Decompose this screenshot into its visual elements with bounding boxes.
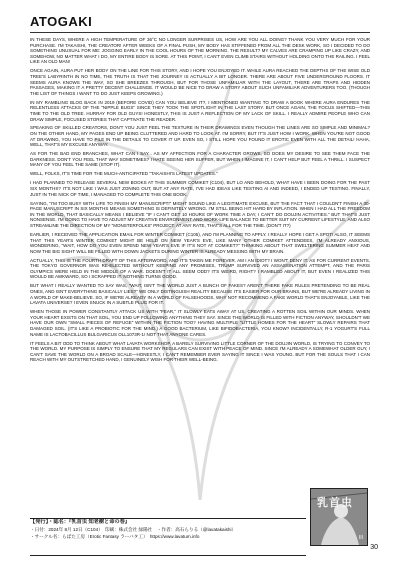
afterword-body bbox=[30, 37, 370, 366]
colophon-title-line bbox=[30, 519, 306, 526]
colophon bbox=[30, 518, 306, 556]
colophon-label: 【発行】 bbox=[30, 519, 49, 525]
paragraph: IN MY RAMBLING BLOG BACK IN 2019 (BEFORE COVID) CAN YOU BELIEVE IT?, I MENTIONED WANTING TO DRAW A BOOK WHERE AURA ENDURES THE RELENTLESS ATTACKS OF THE "NIPPLE BUGS" SINCE THEY TOOK THE SPOTLIGHT IN THE LAST STORY. BUT ONCE AGAIN, THE FOCUS SHIFTED—THIS TIME TO THE OLD TREE. HURRAY FOR OLD GUYS! HONESTLY, THIS IS JUST A REFLECTION OF MY LACK OF SKILL. I REALLY ADMIRE PEOPLE WHO CAN DRAW SIMPLE, FOCUSED STORIES THAT CAPTIVATE THE READER. bbox=[30, 99, 370, 122]
paragraph: I HAD PLANNED TO RELEASE SEVERAL NEW BOOKS AT THIS SUMMER COMIKET (C104), BUT LO AND BEHOLD, WHAT HAVE I BEEN DOING FOR THE PAST SIX MONTHS? IT'S NOT LIKE I WAS JUST ZONING OUT, BUT AT ANY RATE, I'VE HAD IDEAS LIKE TESTING AI AND INDEED, I ENDED UP TESTING. FINALLY, JUST IN THE NICK OF TIME, I MANAGED TO COMPLETE THIS ONE BOOK. bbox=[30, 180, 370, 197]
paragraph: BUT WHAT I REALLY WANTED TO SAY WAS, "WAIT, ISN'T THE WORLD JUST A BUNCH OF FAKES? AREN'T THERE FAKE RULES PRETENDING TO BE REAL ONES, AND ISN'T EVERYTHING BASICALLY LIES?" WE ONLY DISTINGUISH REALITY BECAUSE IT'S EASIER FOR OUR BRAINS, BUT WE'RE ALREADY LIVING IN A WORLD OF MAKE-BELIEVE. SO, IF WE'RE ALREADY IN A WORLD OF FALSEHOODS, WHY NOT RECOMMEND A FAKE WORLD THAT'S ENJOYABLE, LIKE THE LAVATA UNIVERSE? I EVEN SNUCK IN A SUBTLE PLUG FOR IT. bbox=[30, 283, 370, 306]
colophon-book-title: ・誌名：『乳首虫 知老樹と命の巻』 bbox=[48, 519, 130, 525]
page-number: 30 bbox=[370, 544, 378, 551]
page-title: ATOGAKI bbox=[30, 14, 93, 29]
cover-title: 乳首虫 bbox=[317, 496, 353, 509]
colophon-date-line: ・日付：2024年 8月 12日（C104） 印刷：株式会社 緑陽社 ・作者：高石らりる（@lavatakaishi） bbox=[30, 527, 237, 532]
cover-volume: III bbox=[358, 535, 363, 541]
title-divider bbox=[30, 32, 370, 33]
paragraph: WHEN THOSE IN POWER CONSTANTLY ATTACK US WITH "FEAR," IT SLOWLY EATS AWAY AT US, CREATING A ROTTEN SOIL WITHIN OUR MINDS. WHEN YOUR HEART EXISTS ON THAT SOIL, YOU END UP FOLLOWING ANYTHING THEY SAY. SINCE THE WORLD IS FILLED WITH FICTION ANYWAY, SHOULDN'T WE HAVE OUR OWN "SMALL PIECES OF REFUGE" WITHIN THE FICTION TOO? HAVING MULTIPLE "LITTLE HOMES FOR THE HEART" SLOWLY REPAIRS THAT DAMAGED SOIL. (IT'S LIKE A PROBIOTIC FOR THE MIND.) A GOOD BACTERIUM, LIKE BIFIDOBACTERIA, YOU KNOW? INCIDENTALLY, R-1 YOGURT'S FULL NAME IS LACTOBACILLUS BULGARICUS OLL1073R-1! NOT THAT ANYONE CARES. bbox=[30, 309, 370, 337]
colophon-circle-line: ・サークル名：らばた工房（Erotic Fantasy ラーバタ工） https://www.lavatum.info bbox=[30, 534, 200, 539]
paragraph: IN THESE DAYS, WHERE A HIGH TEMPERATURE OF 36°C NO LONGER SURPRISES US, HOW ARE YOU ALL DOING? THANK YOU VERY MUCH FOR YOUR PURCHASE. I'M TAKAISHI, THE CREATOR! AFTER WEEKS OF A FINAL PUSH, MY BODY HAS STIFFENED FROM ALL THE DESK WORK, SO I DECIDED TO DO SOMETHING UNUSUAL FOR ME: JOGGING EARLY IN THE COOL HOURS OF THE MORNING. THE RESULT? MY CALVES ARE CRAMPING UP LIKE CRAZY, AND SOMEHOW, NO MATTER WHAT I DO, MY ENTIRE BODY IS SORE. AT THIS POINT, I CAN'T EVEN CLIMB STAIRS WITHOUT HOLDING ONTO THE RAILING. I FEEL LIKE AN OLD MAN! bbox=[30, 37, 370, 65]
paragraph: EARLIER, I RECEIVED THE APPLICATION EMAIL FOR WINTER COMIKET (C105), AND I'M PLANNING TO APPLY. I REALLY HOPE I GET A SPOT! ALSO, IT SEEMS THAT THIS YEAR'S WINTER COMIKET MIGHT BE HELD ON NEW YEAR'S EVE, LIKE MANY OTHER COMIKET ATTENDEES, I'M ALREADY ANXIOUS, WONDERING, "WAIT, HOW DO YOU EVEN SPEND NEW YEAR'S EVE IF IT'S NOT AT COMIKET?" THINKING ABOUT THAT SWELTERING SUMMER HEAT AND NOW THE BIG SIGHT WILL BE FILLED WITH DOWN JACKETS DURING WINTER IS ALREADY MESSING WITH MY BRAIN. bbox=[30, 231, 370, 254]
paragraph: AS FOR THE BAD END BRANCHES, WHAT CAN I SAY... AS MY AFFECTION FOR A CHARACTER GROWS, SO DOES MY DESIRE TO SEE THEM FACE THE DARKNESS. DON'T YOU FEEL THAT WAY SOMETIMES? I HATE SEEING HER SUFFER, BUT WHEN I IMAGINE IT, I CAN'T HELP BUT FEEL A THRILL. I SUSPECT MANY OF YOU FEEL THE SAME (STOP IT). bbox=[30, 151, 370, 168]
paragraph: ACTUALLY, THIS IS THE FOURTH DRAFT OF THIS AFTERWORD, AND IT'S TAKEN ME FOREVER. AM I AN IDIOT? I WON'T DENY IT. AS FOR CURRENT EVENTS, THE TOKYO GOVERNOR WAS RE-ELECTED WITHOUT KEEPING ANY PROMISES, TRUMP SURVIVED AN ASSASSINATION ATTEMPT, AND THE PARIS OLYMPICS WERE HELD IN THE MIDDLE OF A WAR. DOESN'T IT ALL SEEM ODD? IT'S WEIRD, RIGHT? I RAMBLED ABOUT IT, BUT EVEN I REALIZED THIS WOULD BE AWKWARD, SO I SCRAPPED IT. NOTHING TURNS GOOD. bbox=[30, 257, 370, 280]
cover-thumbnail bbox=[310, 488, 368, 546]
paragraph: WELL, FOLKS, IT'S TIME FOR THE MUCH-ANTICIPATED "TAKAISHI'S LATEST UPDATES." bbox=[30, 171, 218, 177]
paragraph: SPEAKING OF SKILLED CREATORS, DON'T YOU JUST FEEL THE TEXTURE IN THEIR DRAWINGS EVEN THOUGH THE LINES ARE SO SIMPLE AND MINIMAL? ON THE OTHER HAND, MY PAGES END UP BEING CLUTTERED AND HARD TO LOOK AT. I'M SORRY, BUT IT'S JUST HOW I WORK. WHEN YOU'RE NOT GOOD AT DRAWING, YOU HAVE TO PILE IN THE DETAILS TO COVER IT UP. EVEN SO, I STILL HOPE YOU FOUND IT EROTIC EVEN WITH ALL THE DETAIL! HAHA, WELL, THAT'S MY EXCUSE ANYWAY. bbox=[30, 125, 370, 148]
paragraph: IT FEELS A BIT ODD TO THINK ABOUT WHAT LAVATA WORKSHOP, A BARELY SURVIVING LITTLE CORNER OF THE DOUJIN WORLD, IS TRYING TO CONVEY TO THE WORLD. MY PURPOSE IS SIMPLY TO ENSURE THAT MY REGULARS CAN EXIST WITH PEACE OF MIND. SINCE I'M ALREADY A SOMEWHAT OLDER GUY, I CAN'T SAVE THE WORLD ON A BROAD SCALE—HONESTLY, I CAN'T REMEMBER EVER SAYING IT SINCE I WAS YOUNG. BUT FOR THE SOULS THAT I CAN REACH WITH MY OUTSTRETCHED HAND, I GENUINELY WISH FOR THEIR WELL-BEING. bbox=[30, 340, 370, 363]
paragraph: SAYING, "I'M TOO BUSY WITH LIFE TO FINISH MY MANUSCRIPT!" MIGHT SOUND LIKE A LEGITIMATE EXCUSE, BUT THE FACT THAT I COULDN'T FINISH A 30-PAGE MANUSCRIPT IN SIX MONTHS MEANS SOMETHING IS DEFINITELY WRONG. I'M STILL BEING HIT HARD BY INFLATION. WHEN I HAD ALL THE FREEDOM IN THE WORLD, THAT BASICALLY MEANS I BELIEVE "IF I CAN'T GET 10 HOURS OF WORK TIME A DAY, I CAN'T DO DOUJIN ACTIVITIES." BUT THAT'S JUST NONSENSE. I'M GOING TO HAVE TO ADJUST MY CREATIVE ENVIRONMENT AND WORK-LIFE BALANCE TO BETTER SUIT MY CURRENT LIFESTYLE, AND ALSO STREAMLINE THE DIRECTION OF MY "MONSTERFOLKS" PROJECT. AT ANY RATE, THAT'S ALL FOR THE TIME. (DON'T IT?) bbox=[30, 200, 370, 228]
paragraph: ONCE AGAIN, AURA PUT HER BODY ON THE LINE FOR THIS STORY, AND I HOPE YOU ENJOYED IT. WHILE AURA REACHED THE DEPTHS OF THE WISE OLD TREE'S LABYRINTH IN NO TIME, THE TRUTH IS THAT THE JOURNEY IS ACTUALLY A BIT LONGER. THERE ARE ABOUT FIVE UNDERGROUND FLOORS. IT SEEMS AURA KNOWS THE WAY, SO SHE BREEZES THROUGH, BUT FOR THOSE UNFAMILIAR WITH THE LAYOUT, THERE ARE TRAPS AND HIDDEN PASSAGES, MAKING IT A PRETTY DECENT CHALLENGE. IT WOULD BE NICE TO DRAW A STORY ABOUT SUCH UNFAMILIAR ADVENTURERS TOO. (THOUGH THE LIST OF THINGS I WANT TO DO JUST KEEPS GROWING.) bbox=[30, 68, 370, 96]
